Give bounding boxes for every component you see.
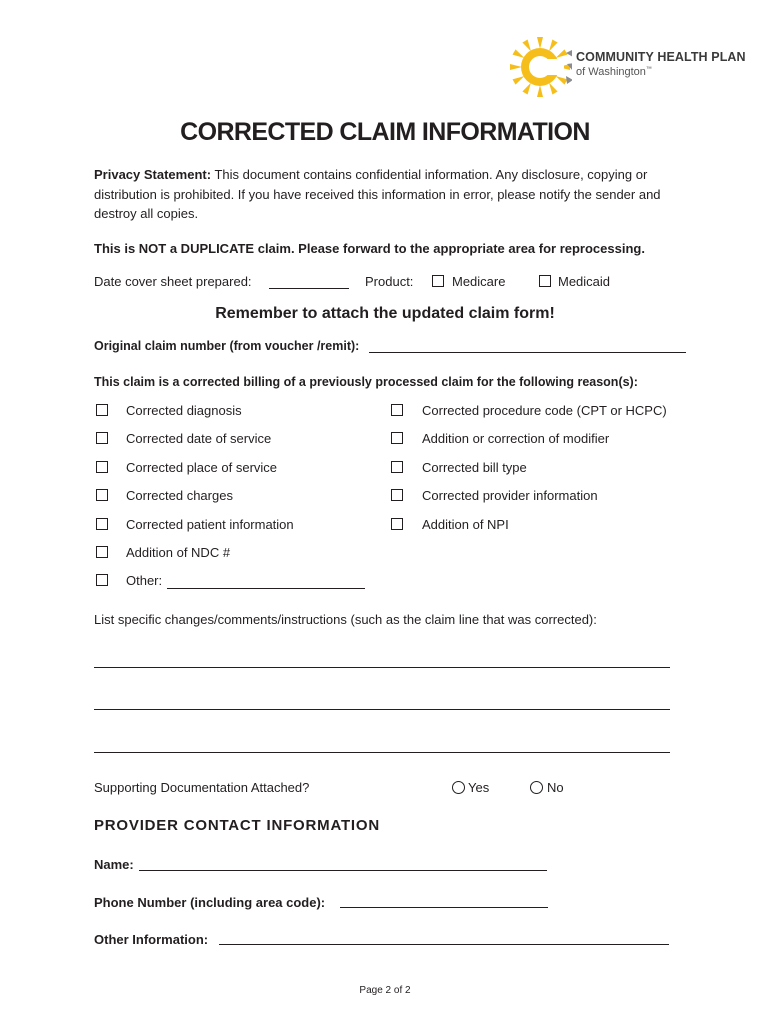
date-field[interactable] xyxy=(269,270,349,289)
reason-label: Corrected charges xyxy=(126,488,233,503)
reason-checkbox-corrected-charges[interactable] xyxy=(96,489,108,501)
supporting-doc-label: Supporting Documentation Attached? xyxy=(94,780,310,795)
medicaid-checkbox[interactable] xyxy=(539,275,551,287)
reason-label: Other: xyxy=(126,573,163,588)
reason-label: Addition or correction of modifier xyxy=(422,431,610,446)
reason-checkbox-corrected-diagnosis[interactable] xyxy=(96,404,108,416)
date-label: Date cover sheet prepared: xyxy=(94,274,252,289)
supporting-no-label: No xyxy=(547,780,564,795)
privacy-label: Privacy Statement: xyxy=(94,167,212,182)
page-number: Page 2 of 2 xyxy=(359,985,411,996)
provider-name-label: Name: xyxy=(94,857,134,872)
comments-label: List specific changes/comments/instructions (such as the claim line that was corrected): xyxy=(94,612,597,627)
reason-checkbox-modifier[interactable] xyxy=(391,432,403,444)
provider-name-field[interactable] xyxy=(139,852,547,871)
provider-phone-label: Phone Number (including area code): xyxy=(94,895,326,910)
reason-checkbox-corrected-bill-type[interactable] xyxy=(391,461,403,473)
product-label: Product: xyxy=(365,274,414,289)
logo xyxy=(510,34,760,100)
reason-checkbox-other[interactable] xyxy=(96,574,108,586)
reason-label: Corrected diagnosis xyxy=(126,403,242,418)
privacy-text: This document contains confidential information. Any disclosure, copying or distribution is prohibited. If you have received this information in error, please notify the sender and destroy all copies. xyxy=(94,167,661,221)
reason-checkbox-addition-of-npi[interactable] xyxy=(391,518,403,530)
reason-checkbox-corrected-date-of-service[interactable] xyxy=(96,432,108,444)
provider-other-field[interactable] xyxy=(219,926,669,945)
reason-label: Addition of NPI xyxy=(422,517,509,532)
supporting-yes-radio[interactable] xyxy=(452,781,465,794)
supporting-yes-label: Yes xyxy=(468,780,490,795)
other-reason-field[interactable] xyxy=(167,570,365,589)
reasons-heading: This claim is a corrected billing of a previously processed claim for the following reason(s): xyxy=(94,375,638,389)
reason-checkbox-addition-of-ndc[interactable] xyxy=(96,546,108,558)
reason-label: Corrected procedure code (CPT or HCPC) xyxy=(422,403,667,418)
logo-subtitle: of Washington™ xyxy=(576,66,652,78)
duplicate-notice: This is NOT a DUPLICATE claim. Please forward to the appropriate area for reprocessing. xyxy=(94,241,645,256)
page-title: CORRECTED CLAIM INFORMATION xyxy=(180,118,590,146)
sun-logo-icon xyxy=(510,34,572,100)
medicaid-label: Medicaid xyxy=(558,274,611,289)
medicare-checkbox[interactable] xyxy=(432,275,444,287)
reason-label: Corrected patient information xyxy=(126,517,294,532)
original-claim-field[interactable] xyxy=(369,334,686,353)
reminder-heading: Remember to attach the updated claim form! xyxy=(215,305,555,322)
provider-section-heading: PROVIDER CONTACT INFORMATION xyxy=(94,817,380,834)
reason-label: Addition of NDC # xyxy=(126,545,231,560)
reason-checkbox-corrected-place-of-service[interactable] xyxy=(96,461,108,473)
reason-label: Corrected bill type xyxy=(422,460,527,475)
reason-checkbox-corrected-procedure-code[interactable] xyxy=(391,404,403,416)
logo-name: COMMUNITY HEALTH PLAN xyxy=(576,50,746,64)
reason-checkbox-corrected-patient-information[interactable] xyxy=(96,518,108,530)
reason-label: Corrected place of service xyxy=(126,460,278,475)
medicare-label: Medicare xyxy=(452,274,506,289)
supporting-no-radio[interactable] xyxy=(530,781,543,794)
reason-checkbox-corrected-provider-information[interactable] xyxy=(391,489,403,501)
reason-label: Corrected date of service xyxy=(126,431,272,446)
comments-line-3[interactable] xyxy=(94,734,670,753)
reason-label: Corrected provider information xyxy=(422,488,598,503)
provider-other-label: Other Information: xyxy=(94,932,209,947)
comments-line-2[interactable] xyxy=(94,691,670,710)
privacy-statement xyxy=(94,165,694,224)
provider-phone-field[interactable] xyxy=(340,889,548,908)
comments-line-1[interactable] xyxy=(94,649,670,668)
original-claim-label: Original claim number (from voucher /remit): xyxy=(94,339,360,353)
